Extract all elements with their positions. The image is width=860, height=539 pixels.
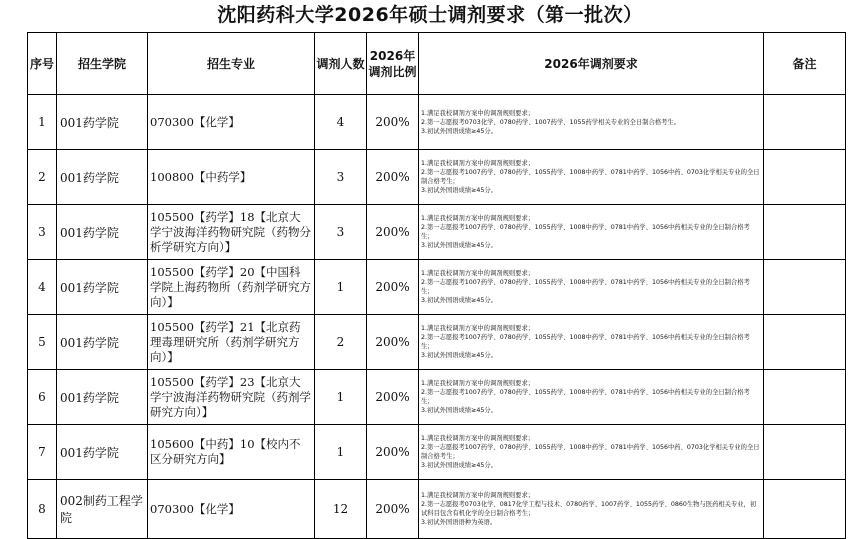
cell-ratio: 200% (367, 260, 419, 315)
table-row (28, 205, 846, 260)
header-remark: 备注 (764, 33, 846, 95)
requirement-line: 2.第一志愿报考1007药学、0780药学、1055药学、1008中药学、0781中药学、1056中药、0703化学相关专业的全日制合格考生； (421, 444, 760, 460)
cell-remark (764, 150, 846, 205)
cell-ratio: 200% (367, 150, 419, 205)
cell-school: 001药学院 (57, 205, 148, 260)
cell-seq: 2 (28, 150, 57, 205)
requirement-line: 3.初试外国语成绩≥45分。 (421, 297, 497, 304)
cell-major: 105600【中药】10【校内不区分研究方向】 (148, 425, 315, 480)
cell-major: 070300【化学】 (148, 480, 315, 539)
cell-count: 4 (315, 95, 367, 150)
header-count: 调剂人数 (315, 33, 367, 95)
cell-count: 12 (315, 480, 367, 539)
cell-count: 3 (315, 150, 367, 205)
requirement-line: 1.满足我校调剂方案中的调剂规则要求； (421, 325, 535, 332)
cell-school: 002制药工程学院 (57, 480, 148, 539)
cell-requirements (419, 95, 764, 150)
cell-major: 105500【药学】23【北京大学宁波海洋药物研究院（药剂学研究方向）】 (148, 370, 315, 425)
cell-remark (764, 95, 846, 150)
cell-count: 1 (315, 260, 367, 315)
cell-seq: 8 (28, 480, 57, 539)
header-ratio: 2026年 调剂比例 (367, 33, 419, 95)
cell-major: 105500【药学】21【北京药理毒理研究所（药剂学研究方向）】 (148, 315, 315, 370)
cell-ratio: 200% (367, 480, 419, 539)
requirement-line: 2.第一志愿报考1007药学、0780药学、1055药学、1008中药学、0781中药学、1056中药、0703化学相关专业的全日制合格考生； (421, 169, 760, 185)
header-seq: 序号 (28, 33, 57, 95)
cell-seq: 6 (28, 370, 57, 425)
requirement-line: 2.第一志愿报考1007药学、0780药学、1055药学、1008中药学、0781中药学、1056中药相关专业的全日制合格考生； (421, 334, 750, 350)
table-row (28, 480, 846, 539)
cell-requirements (419, 370, 764, 425)
cell-count: 1 (315, 425, 367, 480)
requirement-line: 3.初试外国语成绩≥45分。 (421, 242, 497, 249)
cell-ratio: 200% (367, 425, 419, 480)
requirement-line: 1.满足我校调剂方案中的调剂规则要求； (421, 215, 535, 222)
cell-count: 2 (315, 315, 367, 370)
cell-remark (764, 260, 846, 315)
cell-count: 1 (315, 370, 367, 425)
table-row (28, 370, 846, 425)
cell-major: 105500【药学】20【中国科学院上海药物所（药剂学研究方向）】 (148, 260, 315, 315)
cell-remark (764, 315, 846, 370)
cell-ratio: 200% (367, 95, 419, 150)
table-row (28, 260, 846, 315)
requirement-line: 3.初试外国语成绩≥45分。 (421, 462, 497, 469)
cell-major: 100800【中药学】 (148, 150, 315, 205)
table-row (28, 425, 846, 480)
cell-remark (764, 370, 846, 425)
table-row (28, 150, 846, 205)
adjustment-table (27, 32, 846, 539)
cell-requirements (419, 150, 764, 205)
cell-requirements (419, 425, 764, 480)
requirement-line: 1.满足我校调剂方案中的调剂规则要求； (421, 270, 535, 277)
cell-requirements (419, 480, 764, 539)
cell-school: 001药学院 (57, 425, 148, 480)
requirement-line: 2.第一志愿报考0703化学、0780药学、1007药学、1055药学相关专业的全日制合格考生。 (421, 118, 681, 126)
cell-seq: 3 (28, 205, 57, 260)
cell-major: 105500【药学】18【北京大学宁波海洋药物研究院（药物分析学研究方向）】 (148, 205, 315, 260)
cell-remark (764, 425, 846, 480)
cell-school: 001药学院 (57, 315, 148, 370)
cell-seq: 1 (28, 95, 57, 150)
cell-requirements (419, 315, 764, 370)
requirement-line: 1.满足我校调剂方案中的调剂规则要求； (421, 492, 535, 499)
table-row (28, 315, 846, 370)
requirement-line: 2.第一志愿报考0703化学、0817化学工程与技术、0780药学、1007药学、1055药学、0860生物与医药相关专业，初试科目包含有机化学的全日制合格考生； (421, 501, 757, 517)
requirement-line: 3.初试外国语成绩≥45分。 (421, 352, 497, 359)
cell-seq: 4 (28, 260, 57, 315)
requirement-line: 3.初试外国语成绩≥45分。 (421, 187, 497, 194)
cell-school: 001药学院 (57, 95, 148, 150)
cell-remark (764, 480, 846, 539)
table-row (28, 95, 846, 150)
cell-remark (764, 205, 846, 260)
requirement-line: 1.满足我校调剂方案中的调剂规则要求； (421, 435, 535, 442)
requirement-line: 2.第一志愿报考1007药学、0780药学、1055药学、1008中药学、0781中药学、1056中药相关专业的全日制合格考生； (421, 279, 750, 295)
table-header-row (28, 33, 846, 95)
requirement-line: 1.满足我校调剂方案中的调剂规则要求； (421, 109, 535, 117)
header-major: 招生专业 (148, 33, 315, 95)
page-title: 沈阳药科大学2026年硕士调剂要求（第一批次） (217, 4, 643, 26)
cell-school: 001药学院 (57, 370, 148, 425)
cell-seq: 5 (28, 315, 57, 370)
cell-count: 3 (315, 205, 367, 260)
cell-requirements (419, 205, 764, 260)
requirement-line: 3.初试外国语成绩≥45分。 (421, 127, 497, 135)
requirement-line: 3.初试外国语成绩≥45分。 (421, 407, 497, 414)
cell-ratio: 200% (367, 205, 419, 260)
requirement-line: 1.满足我校调剂方案中的调剂规则要求； (421, 160, 535, 167)
requirement-line: 3.初试外国语语种为英语。 (421, 519, 497, 526)
cell-ratio: 200% (367, 315, 419, 370)
cell-seq: 7 (28, 425, 57, 480)
header-school: 招生学院 (57, 33, 148, 95)
cell-school: 001药学院 (57, 150, 148, 205)
header-requirements: 2026年调剂要求 (419, 33, 764, 95)
requirement-line: 2.第一志愿报考1007药学、0780药学、1055药学、1008中药学、0781中药学、1056中药相关专业的全日制合格考生； (421, 389, 750, 405)
cell-requirements (419, 260, 764, 315)
cell-ratio: 200% (367, 370, 419, 425)
cell-school: 001药学院 (57, 260, 148, 315)
requirement-line: 2.第一志愿报考1007药学、0780药学、1055药学、1008中药学、0781中药学、1056中药相关专业的全日制合格考生； (421, 224, 750, 240)
requirement-line: 1.满足我校调剂方案中的调剂规则要求； (421, 380, 535, 387)
cell-major: 070300【化学】 (148, 95, 315, 150)
